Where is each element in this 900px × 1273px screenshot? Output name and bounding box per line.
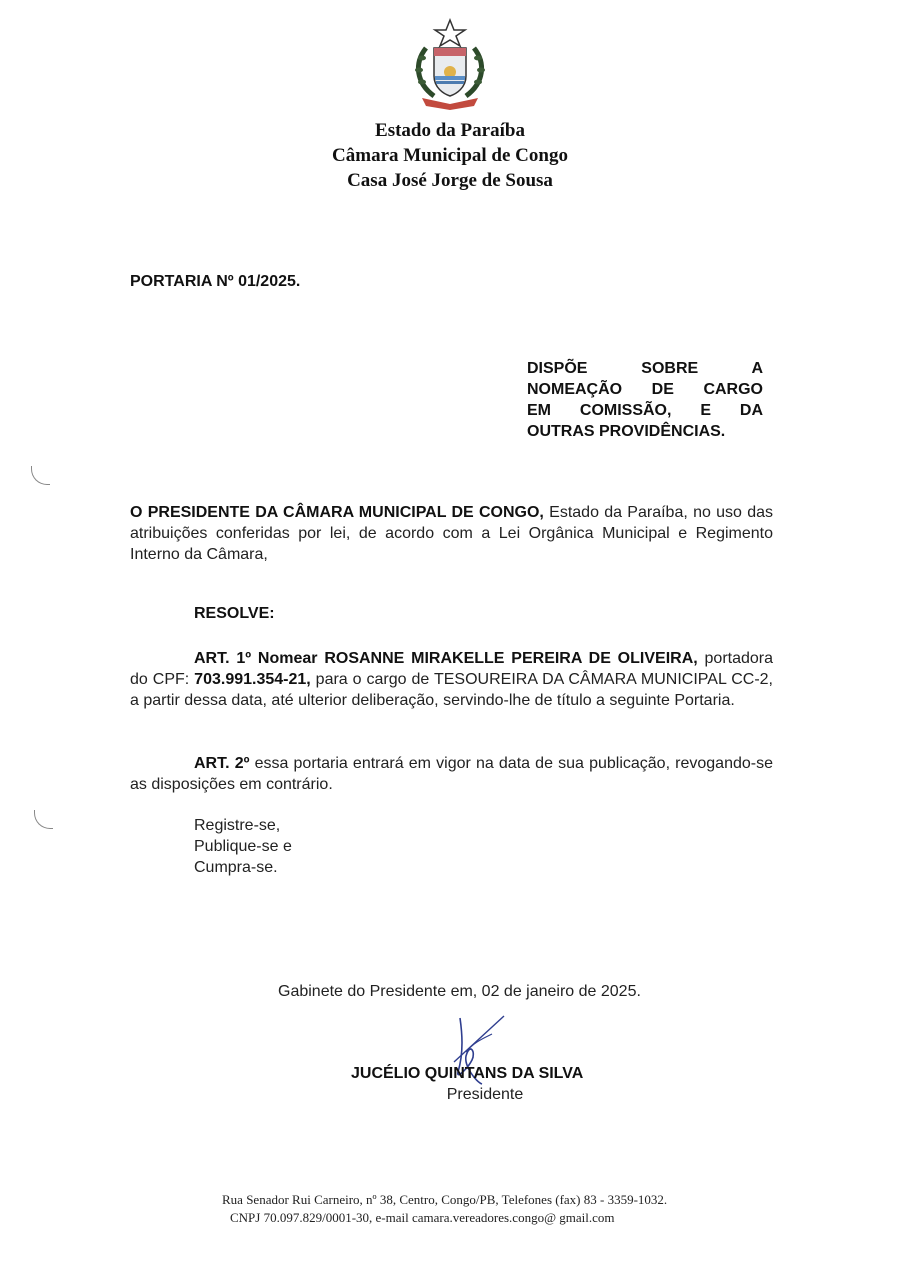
footer-line: CNPJ 70.097.829/0001-30, e-mail camara.vereadores.congo@ gmail.com — [230, 1210, 615, 1225]
closing-line: Registre-se, — [194, 817, 281, 834]
article-2 — [130, 753, 773, 795]
resolve-heading: RESOLVE: — [194, 605, 275, 622]
portaria-title: PORTARIA Nº 01/2025. — [130, 273, 301, 290]
margin-mark — [34, 810, 53, 829]
cpf-number: 703.991.354-21, — [194, 671, 311, 688]
ementa-line: DISPÕE SOBRE A — [527, 360, 763, 377]
state-name: Estado da Paraíba — [375, 120, 525, 141]
intro-text: Estado da Paraíba, no uso das atribuições conferidas por lei, de acordo com a Lei Orgânica Municipal e Regimento Interno da Câmara, — [130, 504, 773, 563]
signer-name: JUCÉLIO QUINTANS DA SILVA — [351, 1065, 584, 1082]
dateline: Gabinete do Presidente em, 02 de janeiro de 2025. — [278, 983, 641, 1000]
closing-formula — [194, 815, 292, 878]
closing-line: Publique-se e — [194, 838, 292, 855]
article-2-text: essa portaria entrará em vigor na data de sua publicação, revogando-se as disposições em contrário. — [130, 755, 773, 793]
article-1-text: portadora do CPF: — [130, 650, 774, 688]
letterhead — [0, 118, 900, 193]
chamber-name: Câmara Municipal de Congo — [332, 145, 568, 166]
intro-paragraph — [130, 502, 773, 565]
article-1 — [130, 648, 773, 711]
margin-mark — [31, 466, 50, 485]
ementa-line: NOMEAÇÃO DE CARGO — [527, 381, 763, 398]
ementa-line: EM COMISSÃO, E DA — [527, 402, 763, 419]
article-1-text-rest: para o cargo de TESOUREIRA DA CÂMARA MUNICIPAL CC-2, a partir dessa data, até ulterior deliberação, servindo-lhe de título a seguinte Portaria. — [130, 671, 773, 709]
closing-line: Cumpra-se. — [194, 859, 278, 876]
intro-bold: O PRESIDENTE DA CÂMARA MUNICIPAL DE CONGO, — [130, 504, 544, 521]
coat-of-arms-icon — [404, 18, 496, 110]
footer-address — [222, 1191, 667, 1227]
ementa — [527, 358, 763, 442]
signer-role: Presidente — [446, 1086, 524, 1103]
article-1-heading: ART. 1º Nomear ROSANNE MIRAKELLE PEREIRA DE OLIVEIRA, — [194, 650, 698, 667]
ementa-line: OUTRAS PROVIDÊNCIAS. — [527, 423, 726, 440]
footer-line: Rua Senador Rui Carneiro, nº 38, Centro, Congo/PB, Telefones (fax) 83 - 3359-1032. — [222, 1192, 668, 1207]
house-name: Casa José Jorge de Sousa — [347, 170, 553, 191]
article-2-heading: ART. 2º — [194, 755, 250, 772]
